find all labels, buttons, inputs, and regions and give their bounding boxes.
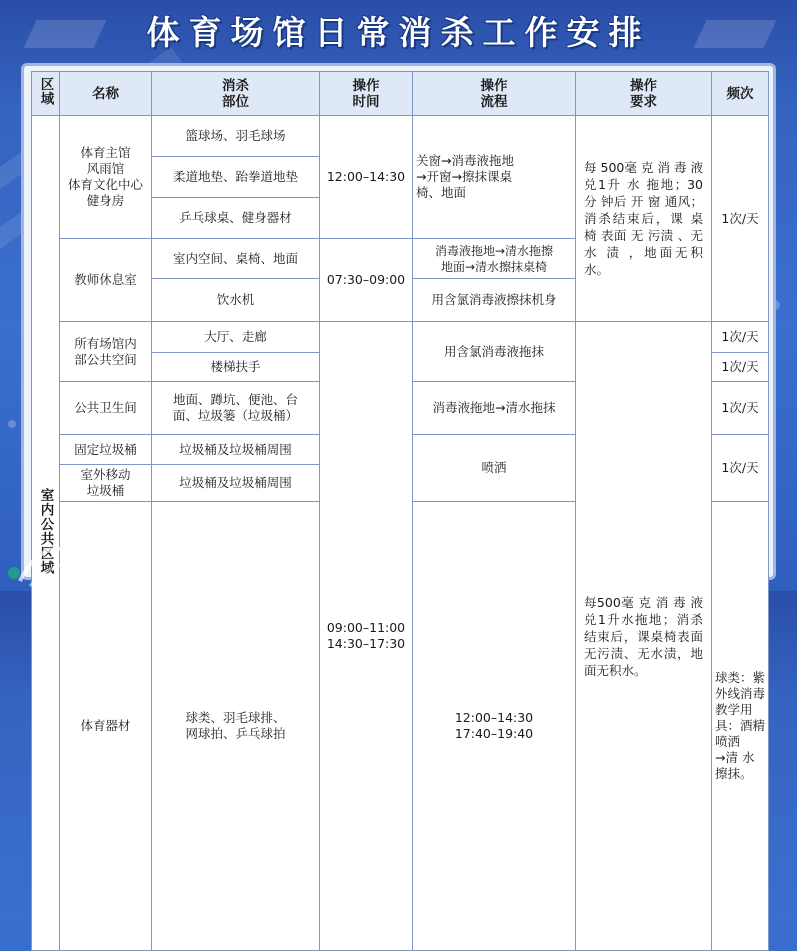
header-area: 区域: [32, 72, 60, 116]
process-cell: 消毒液拖地→清水拖擦 地面→清水擦抹桌椅: [413, 239, 576, 279]
part-cell: 乒乓球桌、健身器材: [152, 198, 320, 239]
header-requirement: 操作 要求: [576, 72, 712, 116]
header-frequency: 频次: [712, 72, 769, 116]
venue-name: 固定垃圾桶: [60, 435, 152, 465]
part-cell: 饮水机: [152, 279, 320, 322]
process-cell: 关窗→消毒液拖地 →开窗→擦抹课桌 椅、地面: [413, 116, 576, 239]
part-cell: 垃圾桶及垃圾桶周围: [152, 435, 320, 465]
header-time: 操作 时间: [320, 72, 413, 116]
process-cell: 用含氯消毒液擦抹机身: [413, 279, 576, 322]
part-cell: 篮球场、羽毛球场: [152, 116, 320, 157]
frequency-cell: 1次/天: [712, 382, 769, 435]
time-cell: 09:00–11:00 14:30–17:30: [320, 322, 413, 951]
part-cell: 地面、蹲坑、便池、台 面、垃圾篓（垃圾桶）: [152, 382, 320, 435]
table-row: [32, 322, 769, 353]
frequency-cell: 1次/天: [712, 353, 769, 382]
header-row: [32, 72, 769, 116]
background-dot: [8, 420, 16, 428]
venue-name: 室外移动 垃圾桶: [60, 465, 152, 502]
process-cell: 球类：紫外线消毒 教学用具：酒精喷洒 →清 水擦抹。: [712, 502, 769, 951]
header-part: 消杀 部位: [152, 72, 320, 116]
frequency-cell: 1次/天: [712, 435, 769, 502]
time-cell: 12:00–14:30 17:40–19:40: [413, 502, 576, 951]
process-cell: 喷洒: [413, 435, 576, 502]
page-title: 体育场馆日常消杀工作安排: [146, 13, 651, 52]
header-process: 操作 流程: [413, 72, 576, 116]
process-cell: 用含氯消毒液拖抹: [413, 322, 576, 382]
part-cell: 柔道地垫、跆拳道地垫: [152, 157, 320, 198]
frequency-cell: 1次/天: [712, 322, 769, 353]
part-cell: 楼梯扶手: [152, 353, 320, 382]
venue-name: 体育器材: [60, 502, 152, 951]
venue-name: 公共卫生间: [60, 382, 152, 435]
part-cell: 室内空间、桌椅、地面: [152, 239, 320, 279]
venue-name: 所有场馆内 部公共空间: [60, 322, 152, 382]
frequency-cell: 1次/天: [712, 116, 769, 322]
venue-name: 体育主馆 风雨馆 体育文化中心 健身房: [60, 116, 152, 239]
area-cell: 室内公共区域: [32, 116, 60, 951]
table-row: [32, 116, 769, 157]
runner-decoration: [0, 521, 120, 591]
requirement-cell: 每500毫 克 消 毒 液兑1升水拖地；消杀结束后，课桌椅表面无污渍、无水渍，地面无积水。: [576, 322, 712, 951]
part-cell: 垃圾桶及垃圾桶周围: [152, 465, 320, 502]
part-cell: 大厅、走廊: [152, 322, 320, 353]
process-cell: 消毒液拖地→清水拖抹: [413, 382, 576, 435]
part-cell: 球类、羽毛球排、 网球拍、乒乓球拍: [152, 502, 320, 951]
requirement-cell: 每 500毫 克 消 毒 液兑1升 水 拖地；30分 钟后 开 窗 通风；消杀结束后，课 桌 椅 表面 无 污渍 、无 水 渍 ，地面无积水。: [576, 116, 712, 322]
time-cell: 12:00–14:30: [320, 116, 413, 239]
venue-name: 教师休息室: [60, 239, 152, 322]
schedule-table: [31, 71, 769, 951]
header-name: 名称: [60, 72, 152, 116]
time-cell: 07:30–09:00: [320, 239, 413, 322]
